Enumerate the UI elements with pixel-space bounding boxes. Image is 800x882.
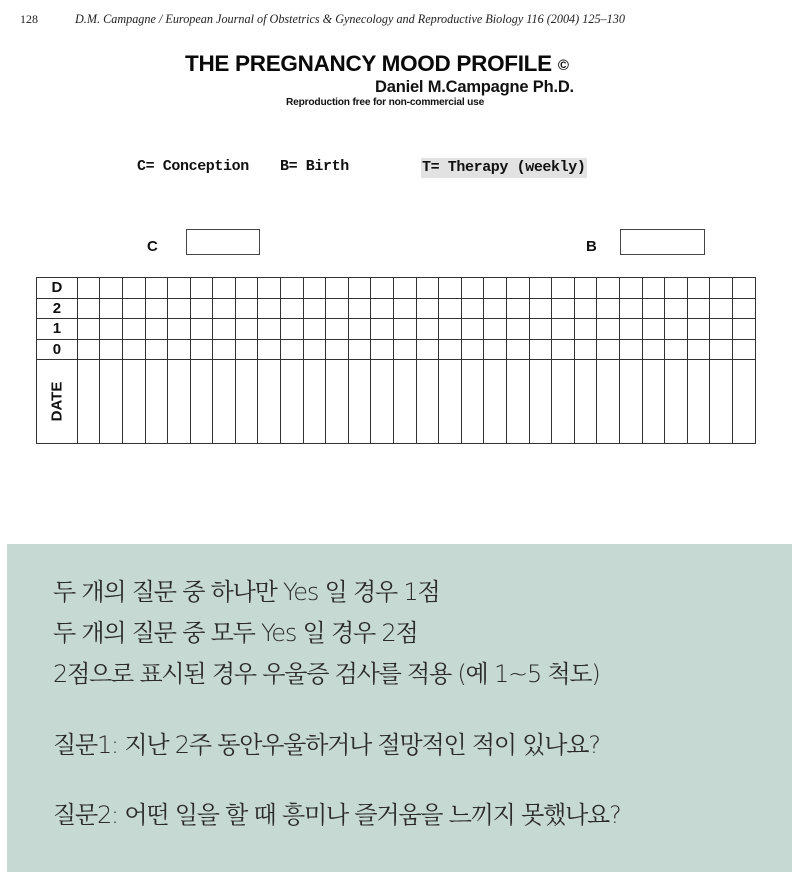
grid-score-cell[interactable]	[687, 278, 710, 299]
grid-score-cell[interactable]	[168, 339, 191, 360]
grid-score-cell[interactable]	[484, 319, 507, 340]
grid-date-cell[interactable]	[687, 360, 710, 444]
grid-score-cell[interactable]	[168, 278, 191, 299]
grid-score-cell[interactable]	[597, 298, 620, 319]
grid-date-cell[interactable]	[394, 360, 417, 444]
grid-score-cell[interactable]	[122, 319, 145, 340]
grid-score-cell[interactable]	[190, 278, 213, 299]
legend-conception: C= Conception	[137, 158, 249, 175]
grid-score-cell[interactable]	[122, 339, 145, 360]
grid-date-cell[interactable]	[145, 360, 168, 444]
grid-date-cell[interactable]	[552, 360, 575, 444]
grid-score-cell[interactable]	[687, 298, 710, 319]
grid-score-cell[interactable]	[348, 319, 371, 340]
grid-row-date	[37, 360, 756, 444]
grid-score-cell[interactable]	[303, 339, 326, 360]
question-2: 질문2: 어떤 일을 할 때 흥미나 즐거움을 느끼지 못했나요?	[53, 801, 621, 829]
grid-score-cell[interactable]	[100, 298, 123, 319]
grid-score-cell[interactable]	[484, 298, 507, 319]
grid-date-cell[interactable]	[77, 360, 100, 444]
grid-score-cell[interactable]	[213, 339, 236, 360]
grid-row-score	[37, 319, 756, 340]
grid-score-cell[interactable]	[665, 319, 688, 340]
grid-score-cell[interactable]	[213, 278, 236, 299]
grid-date-cell[interactable]	[461, 360, 484, 444]
grid-score-cell[interactable]	[326, 278, 349, 299]
mood-profile-grid	[36, 277, 756, 444]
grid-date-cell[interactable]	[371, 360, 394, 444]
grid-date-cell[interactable]	[642, 360, 665, 444]
grid-score-cell[interactable]	[507, 339, 530, 360]
grid-score-cell[interactable]	[416, 319, 439, 340]
grid-row-score	[37, 278, 756, 299]
grid-score-cell[interactable]	[552, 339, 575, 360]
grid-score-cell[interactable]	[235, 278, 258, 299]
grid-score-cell[interactable]	[529, 298, 552, 319]
grid-date-cell[interactable]	[100, 360, 123, 444]
grid-date-cell[interactable]	[416, 360, 439, 444]
birth-date-field[interactable]	[620, 229, 705, 255]
grid-date-cell[interactable]	[213, 360, 236, 444]
scoring-note-panel	[7, 544, 792, 872]
grid-score-cell[interactable]	[642, 339, 665, 360]
grid-score-cell[interactable]	[665, 339, 688, 360]
grid-row-label: 0	[37, 339, 78, 360]
grid-score-cell[interactable]	[77, 278, 100, 299]
grid-score-cell[interactable]	[348, 339, 371, 360]
grid-score-cell[interactable]	[235, 339, 258, 360]
grid-score-cell[interactable]	[168, 298, 191, 319]
grid-score-cell[interactable]	[597, 278, 620, 299]
grid-date-cell[interactable]	[507, 360, 530, 444]
grid-score-cell[interactable]	[326, 319, 349, 340]
grid-score-cell[interactable]	[710, 319, 733, 340]
note-line-2: 두 개의 질문 중 모두 Yes 일 경우 2점	[53, 619, 418, 647]
grid-score-cell[interactable]	[439, 278, 462, 299]
grid-date-cell[interactable]	[484, 360, 507, 444]
grid-score-cell[interactable]	[439, 319, 462, 340]
grid-score-cell[interactable]	[258, 278, 281, 299]
grid-score-cell[interactable]	[710, 339, 733, 360]
grid-score-cell[interactable]	[507, 298, 530, 319]
grid-score-cell[interactable]	[529, 278, 552, 299]
grid-score-cell[interactable]	[77, 298, 100, 319]
grid-score-cell[interactable]	[190, 298, 213, 319]
grid-score-cell[interactable]	[642, 298, 665, 319]
grid-score-cell[interactable]	[326, 339, 349, 360]
grid-row-label: 2	[37, 298, 78, 319]
grid-date-label: DATE	[48, 381, 66, 422]
grid-score-cell[interactable]	[529, 339, 552, 360]
grid-date-cell[interactable]	[122, 360, 145, 444]
page-number: 128	[20, 12, 38, 26]
copyright-icon: ©	[557, 57, 569, 74]
grid-score-cell[interactable]	[461, 339, 484, 360]
grid-score-cell[interactable]	[574, 278, 597, 299]
grid-date-cell[interactable]	[574, 360, 597, 444]
grid-score-cell[interactable]	[145, 278, 168, 299]
grid-date-cell[interactable]	[439, 360, 462, 444]
grid-score-cell[interactable]	[416, 298, 439, 319]
grid-score-cell[interactable]	[145, 339, 168, 360]
grid-score-cell[interactable]	[281, 339, 304, 360]
grid-score-cell[interactable]	[213, 319, 236, 340]
grid-score-cell[interactable]	[348, 278, 371, 299]
grid-score-cell[interactable]	[574, 319, 597, 340]
grid-date-cell[interactable]	[619, 360, 642, 444]
grid-score-cell[interactable]	[597, 319, 620, 340]
grid-score-cell[interactable]	[416, 339, 439, 360]
grid-score-cell[interactable]	[732, 339, 755, 360]
grid-score-cell[interactable]	[190, 339, 213, 360]
grid-score-cell[interactable]	[574, 298, 597, 319]
grid-row-label: 1	[37, 319, 78, 340]
grid-score-cell[interactable]	[687, 319, 710, 340]
grid-score-cell[interactable]	[258, 298, 281, 319]
grid-date-cell[interactable]	[326, 360, 349, 444]
note-line-3: 2점으로 표시된 경우 우울증 검사를 적용 (예 1~5 척도)	[53, 660, 600, 688]
grid-score-cell[interactable]	[258, 319, 281, 340]
grid-score-cell[interactable]	[619, 278, 642, 299]
grid-score-cell[interactable]	[371, 278, 394, 299]
grid-score-cell[interactable]	[710, 278, 733, 299]
grid-score-cell[interactable]	[687, 339, 710, 360]
grid-date-cell[interactable]	[348, 360, 371, 444]
grid-date-cell[interactable]	[281, 360, 304, 444]
question-1: 질문1: 지난 2주 동안우울하거나 절망적인 적이 있나요?	[53, 731, 600, 759]
grid-row-score	[37, 298, 756, 319]
note-line-1: 두 개의 질문 중 하나만 Yes 일 경우 1점	[53, 578, 440, 606]
grid-score-cell[interactable]	[145, 298, 168, 319]
grid-score-cell[interactable]	[394, 278, 417, 299]
grid-score-cell[interactable]	[732, 319, 755, 340]
grid-score-cell[interactable]	[619, 339, 642, 360]
grid-score-cell[interactable]	[552, 298, 575, 319]
grid-score-cell[interactable]	[574, 339, 597, 360]
grid-score-cell[interactable]	[190, 319, 213, 340]
grid-date-cell[interactable]	[258, 360, 281, 444]
form-title-text: THE PREGNANCY MOOD PROFILE	[185, 51, 552, 76]
grid-score-cell[interactable]	[642, 319, 665, 340]
birth-marker-label: B	[586, 238, 597, 255]
grid-score-cell[interactable]	[235, 319, 258, 340]
running-head: D.M. Campagne / European Journal of Obstetrics & Gynecology and Reproductive Biology 116 (2004) 125–130	[75, 12, 625, 26]
grid-date-cell[interactable]	[732, 360, 755, 444]
grid-score-cell[interactable]	[665, 298, 688, 319]
conception-marker-label: C	[147, 238, 158, 255]
grid-score-cell[interactable]	[371, 298, 394, 319]
grid-score-cell[interactable]	[281, 298, 304, 319]
grid-score-cell[interactable]	[461, 319, 484, 340]
grid-score-cell[interactable]	[168, 319, 191, 340]
grid-date-cell[interactable]	[303, 360, 326, 444]
grid-row-label: D	[37, 278, 78, 299]
legend-therapy: T= Therapy (weekly)	[422, 159, 586, 176]
grid-score-cell[interactable]	[394, 298, 417, 319]
grid-score-cell[interactable]	[303, 278, 326, 299]
grid-date-cell[interactable]	[597, 360, 620, 444]
legend-birth: B= Birth	[280, 158, 349, 175]
reproduction-note: Reproduction free for non-commercial use	[286, 97, 485, 108]
grid-score-cell[interactable]	[303, 319, 326, 340]
grid-score-cell[interactable]	[100, 278, 123, 299]
grid-score-cell[interactable]	[371, 339, 394, 360]
grid-score-cell[interactable]	[507, 319, 530, 340]
grid-date-cell[interactable]	[190, 360, 213, 444]
grid-score-cell[interactable]	[484, 278, 507, 299]
grid-score-cell[interactable]	[710, 298, 733, 319]
grid-score-cell[interactable]	[371, 319, 394, 340]
grid-score-cell[interactable]	[484, 339, 507, 360]
grid-score-cell[interactable]	[122, 278, 145, 299]
grid-date-cell[interactable]	[710, 360, 733, 444]
grid-date-cell[interactable]	[168, 360, 191, 444]
grid-score-cell[interactable]	[394, 339, 417, 360]
grid-score-cell[interactable]	[235, 298, 258, 319]
grid-score-cell[interactable]	[619, 298, 642, 319]
grid-score-cell[interactable]	[665, 278, 688, 299]
grid-score-cell[interactable]	[529, 319, 552, 340]
grid-date-cell[interactable]	[665, 360, 688, 444]
conception-date-field[interactable]	[186, 229, 260, 255]
grid-score-cell[interactable]	[507, 278, 530, 299]
grid-score-cell[interactable]	[619, 319, 642, 340]
grid-score-cell[interactable]	[258, 339, 281, 360]
grid-score-cell[interactable]	[100, 319, 123, 340]
grid-score-cell[interactable]	[326, 298, 349, 319]
grid-score-cell[interactable]	[348, 298, 371, 319]
grid-score-cell[interactable]	[122, 298, 145, 319]
grid-score-cell[interactable]	[597, 339, 620, 360]
grid-score-cell[interactable]	[642, 278, 665, 299]
grid-score-cell[interactable]	[416, 278, 439, 299]
grid-date-label-cell	[37, 360, 78, 444]
grid-score-cell[interactable]	[145, 319, 168, 340]
grid-score-cell[interactable]	[732, 278, 755, 299]
grid-score-cell[interactable]	[77, 339, 100, 360]
grid-score-cell[interactable]	[281, 319, 304, 340]
grid-score-cell[interactable]	[439, 298, 462, 319]
grid-score-cell[interactable]	[100, 339, 123, 360]
grid-row-score	[37, 339, 756, 360]
grid-date-cell[interactable]	[529, 360, 552, 444]
grid-score-cell[interactable]	[732, 298, 755, 319]
grid-score-cell[interactable]	[77, 319, 100, 340]
grid-score-cell[interactable]	[394, 319, 417, 340]
grid-score-cell[interactable]	[281, 278, 304, 299]
grid-score-cell[interactable]	[552, 278, 575, 299]
grid-score-cell[interactable]	[461, 298, 484, 319]
grid-score-cell[interactable]	[439, 339, 462, 360]
grid-score-cell[interactable]	[213, 298, 236, 319]
grid-score-cell[interactable]	[461, 278, 484, 299]
grid-score-cell[interactable]	[552, 319, 575, 340]
grid-score-cell[interactable]	[303, 298, 326, 319]
form-title	[185, 51, 569, 77]
form-author: Daniel M.Campagne Ph.D.	[375, 78, 574, 96]
grid-date-cell[interactable]	[235, 360, 258, 444]
